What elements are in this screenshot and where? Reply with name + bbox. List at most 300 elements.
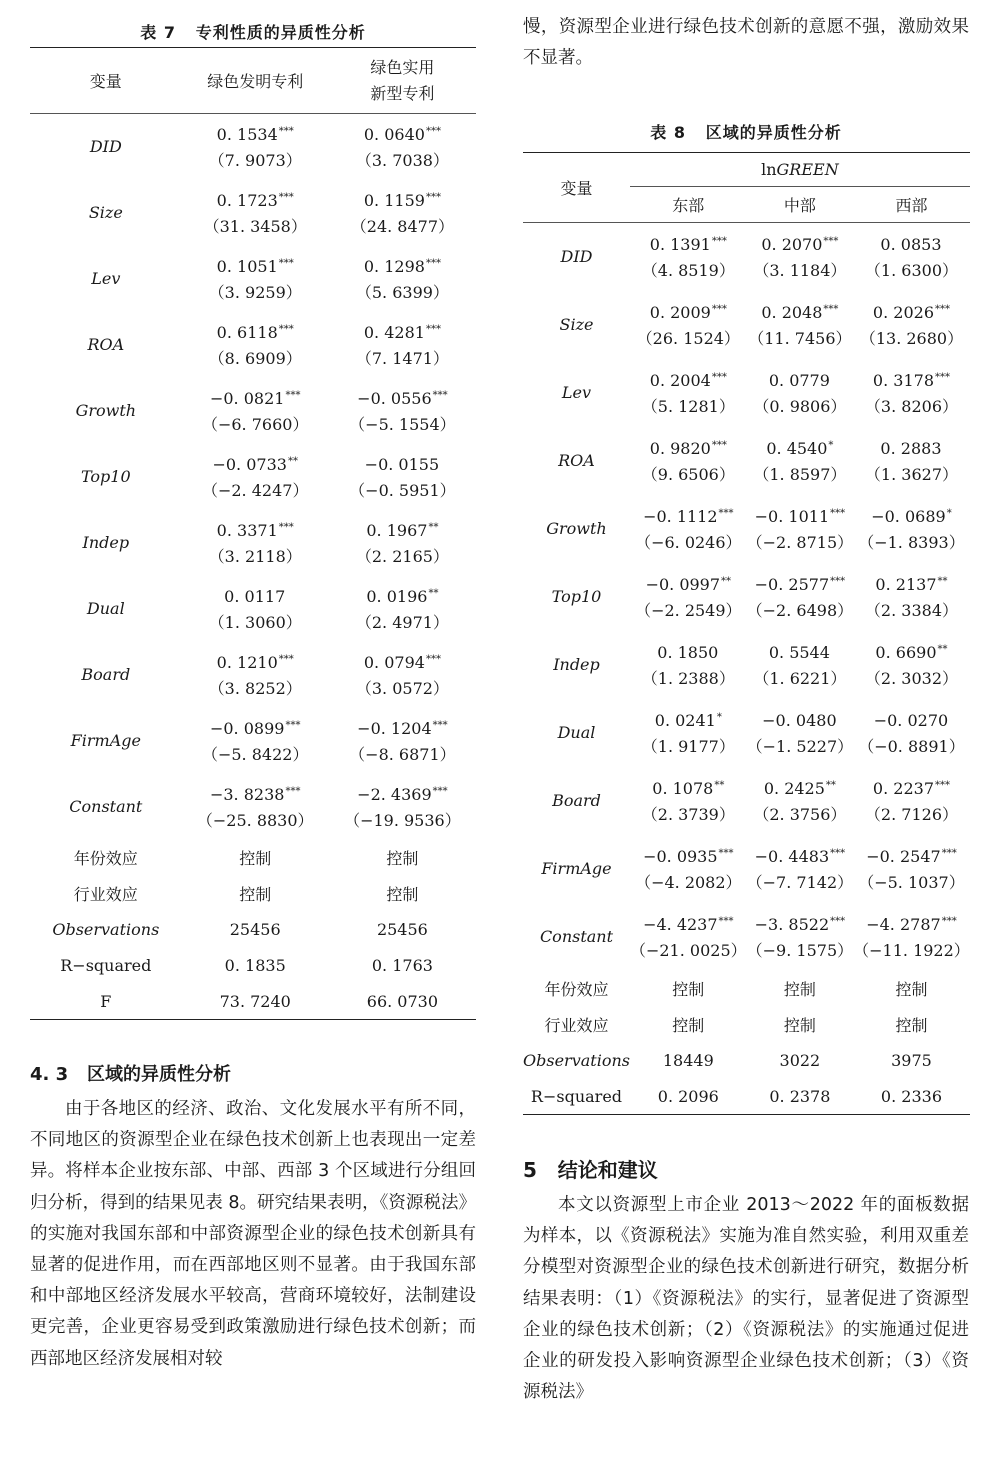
table8-west-cell bbox=[853, 427, 970, 495]
table7-col1-tstat: （3. 2118） bbox=[208, 547, 302, 566]
table8-var-name: Growth bbox=[546, 519, 607, 538]
table7-col2-cell bbox=[329, 576, 476, 642]
section-5-heading: 5 结论和建议 bbox=[523, 1158, 658, 1182]
table8-west-coef-value: 0. 0853 bbox=[880, 235, 942, 255]
table8-west-tstat: （2. 3384） bbox=[864, 601, 958, 620]
table8-var-name: Board bbox=[552, 791, 601, 810]
table8-central-coef bbox=[747, 501, 853, 530]
table7-col2-tstat: （2. 4971） bbox=[355, 613, 449, 632]
table8-control-row bbox=[523, 971, 970, 1007]
table8-east-coef bbox=[630, 637, 747, 666]
table8-row bbox=[523, 699, 970, 767]
right-top-paragraph: 慢，资源型企业进行绿色技术创新的意愿不强，激励效果不显著。 bbox=[523, 17, 969, 69]
table7-col1-coef-value: 0. 1723 bbox=[216, 191, 278, 210]
table7-col1-significance: *** bbox=[278, 654, 294, 665]
table7-col1-coef-value: −0. 0733 bbox=[212, 455, 287, 474]
table8-control-west: 0. 2336 bbox=[880, 1086, 942, 1106]
table8-control-row bbox=[523, 1007, 970, 1043]
table8-control-row bbox=[523, 1043, 970, 1079]
table7-col2-coef bbox=[329, 779, 476, 808]
table7-col2-coef-value: 0. 4281 bbox=[363, 323, 425, 342]
table8-central-coef-value: 0. 5544 bbox=[768, 643, 830, 662]
table7-header-var: 变量 bbox=[89, 72, 122, 91]
table8-west-significance: *** bbox=[935, 304, 950, 315]
table7-col1-significance: ** bbox=[287, 456, 298, 467]
table8-east-significance: *** bbox=[711, 440, 727, 451]
table7-control-col1: 控制 bbox=[239, 849, 272, 868]
table7-col2-significance: *** bbox=[432, 390, 448, 401]
table8-west-coef-value: 0. 3178 bbox=[872, 371, 934, 390]
section-4-3-heading: 4. 3 区域的异质性分析 bbox=[30, 1064, 231, 1085]
table7-control-col2: 0. 1763 bbox=[371, 956, 433, 975]
table8-east-coef-value: 0. 0241 bbox=[654, 711, 716, 730]
table8-central-significance: *** bbox=[830, 916, 846, 927]
table8-east-significance: *** bbox=[718, 508, 734, 519]
table8-west-cell bbox=[853, 223, 970, 291]
table7-col1-cell bbox=[182, 180, 329, 246]
table7-col1-coef-value: 0. 0117 bbox=[224, 587, 286, 606]
table8-control-west: 3975 bbox=[891, 1051, 932, 1070]
table8-central-significance: *** bbox=[830, 508, 846, 519]
table8-east-coef-value: 0. 9820 bbox=[649, 439, 711, 458]
table8-central-coef-value: −0. 4483 bbox=[754, 847, 830, 866]
table8-east-cell bbox=[630, 903, 747, 971]
table7-col1-coef bbox=[182, 515, 329, 544]
table7-control-col2: 25456 bbox=[376, 920, 428, 939]
table8-control-name: 行业效应 bbox=[544, 1016, 609, 1035]
table8-central-coef bbox=[747, 229, 853, 258]
table8-west-cell bbox=[853, 563, 970, 631]
table7-col2-cell bbox=[329, 510, 476, 576]
table7-col2-coef-value: −2. 4369 bbox=[357, 785, 432, 804]
table7-col2-tstat: （3. 7038） bbox=[355, 151, 449, 171]
table8-east-tstat: （−2. 2549） bbox=[635, 601, 742, 620]
table8-central-significance: *** bbox=[823, 304, 839, 315]
table8-east-significance: *** bbox=[711, 372, 727, 383]
table7-col1-coef bbox=[182, 581, 329, 610]
table8-body bbox=[523, 223, 970, 1115]
table8-control-central: 控制 bbox=[783, 1016, 816, 1035]
table8-west-tstat: （2. 7126） bbox=[864, 805, 958, 824]
table8-header-central: 中部 bbox=[783, 196, 816, 215]
table7-row bbox=[30, 312, 476, 378]
table8-east-tstat: （26. 1524） bbox=[636, 329, 740, 348]
table8-header-group: lnGREEN bbox=[630, 153, 970, 187]
table8-east-coef bbox=[630, 501, 747, 530]
table8-west-coef-value: 0. 2026 bbox=[872, 303, 934, 322]
table8-east-tstat: （5. 1281） bbox=[641, 397, 735, 416]
table8-west-coef bbox=[853, 569, 970, 598]
table7-col2-coef bbox=[329, 251, 476, 280]
table7-var-name: Dual bbox=[86, 599, 125, 618]
table7-row bbox=[30, 444, 476, 510]
table8-central-tstat: （11. 7456） bbox=[748, 329, 852, 348]
table7-var-name: Growth bbox=[75, 401, 137, 420]
table8-var-name: Indep bbox=[553, 655, 600, 674]
table8-central-tstat: （−2. 8715） bbox=[746, 533, 854, 552]
table8-control-name: 年份效应 bbox=[544, 980, 609, 999]
table8-west-tstat: （−5. 1037） bbox=[858, 873, 965, 892]
table8-west-coef-value: 0. 2237 bbox=[872, 779, 934, 798]
table8-central-cell bbox=[747, 563, 853, 631]
table8-west-significance: * bbox=[946, 508, 952, 519]
table8-central-tstat: （1. 6221） bbox=[753, 669, 847, 688]
table8-central-significance: *** bbox=[830, 848, 846, 859]
table7-control-name: 行业效应 bbox=[73, 885, 138, 904]
table7-control-col1: 25456 bbox=[229, 920, 281, 939]
table7-col1-coef-value: 0. 1210 bbox=[216, 653, 278, 672]
table8-central-coef-value: −0. 0480 bbox=[762, 711, 837, 730]
table8-central-coef bbox=[747, 297, 853, 326]
table8-east-coef-value: 0. 1391 bbox=[649, 235, 711, 255]
table8-west-cell bbox=[853, 835, 970, 903]
table7-row bbox=[30, 510, 476, 576]
table8-var-name: Top10 bbox=[551, 587, 602, 606]
table7-control-col2: 控制 bbox=[386, 885, 419, 904]
table7-col1-significance: *** bbox=[278, 324, 294, 335]
section-5-paragraph: 本文以资源型上市企业 2013～2022 年的面板数据为样本，以《资源税法》实施为准自然实验，利用双重差分模型对资源型企业的绿色技术创新进行研究，数据分析结果表明：（1）《资源税法》的实行，显著促进了资源型企业的绿色技术创新；（2）《资源税法》的实施通过促进企业的研发投入影响资源型企业绿色技术创新；（3）《资源税法》 bbox=[523, 1195, 969, 1403]
table8-east-cell bbox=[630, 631, 747, 699]
table7-col1-cell bbox=[182, 312, 329, 378]
table8-east-cell bbox=[630, 495, 747, 563]
table8-control-central: 控制 bbox=[783, 980, 816, 999]
table7-col2-significance: *** bbox=[425, 324, 441, 335]
table8-east-cell bbox=[630, 291, 747, 359]
table7-col2-tstat: （7. 1471） bbox=[355, 349, 449, 368]
table7-col2-significance: *** bbox=[425, 192, 441, 203]
table7-col2-tstat: （2. 2165） bbox=[355, 547, 449, 566]
table7-col2-cell bbox=[329, 114, 476, 180]
table7-var-name: DID bbox=[89, 137, 122, 157]
table8-central-tstat: （−2. 6498） bbox=[746, 601, 854, 620]
table8-control-central: 3022 bbox=[779, 1051, 821, 1070]
table7-row bbox=[30, 774, 476, 840]
table8-east-coef bbox=[630, 841, 747, 870]
table8-row bbox=[523, 223, 970, 291]
table7-col1-tstat: （−5. 8422） bbox=[201, 745, 309, 764]
table8-central-coef bbox=[747, 433, 853, 462]
table8-east-coef bbox=[630, 773, 747, 802]
table8-central-coef bbox=[747, 773, 853, 802]
table7-col2-coef bbox=[329, 185, 476, 214]
section-4-3-paragraph: 由于各地区的经济、政治、文化发展水平有所不同，不同地区的资源型企业在绿色技术创新上也表现出一定差异。将样本企业按东部、中部、西部 3 个区域进行分组回归分析，得到的结果见表 8。研究结果表明，《资源税法》的实施对我国东部和中部资源型企业的绿色技术创新具有显著的促进作用，而在西部地区则不显著。由于我国东部和中部地区经济发展水平较高，营商环境较好，法制建设更完善，企业更容易受到政策激励进行绿色技术创新；而西部地区经济发展相对较 bbox=[30, 1099, 476, 1369]
table8-central-coef-value: 0. 0779 bbox=[768, 371, 830, 390]
table7-row bbox=[30, 642, 476, 708]
table7-col2-tstat: （−8. 6871） bbox=[349, 745, 456, 764]
table7-col2-cell bbox=[329, 180, 476, 246]
table8-header-var: 变量 bbox=[523, 153, 630, 223]
table7 bbox=[30, 47, 476, 1020]
table7-col1-coef bbox=[182, 119, 329, 148]
table8-east-coef-value: −0. 0997 bbox=[645, 575, 721, 594]
table8-west-coef bbox=[853, 841, 970, 870]
table8-central-significance: *** bbox=[823, 236, 839, 248]
table7-col2-coef bbox=[329, 383, 476, 412]
table7-col2-coef-value: −0. 0556 bbox=[357, 389, 432, 408]
table8-west-tstat: （−1. 8393） bbox=[858, 533, 965, 552]
table7-col2-significance: *** bbox=[432, 786, 448, 797]
table8-var-name: ROA bbox=[558, 451, 595, 470]
table8-control-east: 控制 bbox=[672, 1016, 705, 1035]
table7-col1-significance: *** bbox=[278, 522, 294, 533]
table7-col2-tstat: （24. 8477） bbox=[350, 217, 455, 236]
table7-col1-coef bbox=[182, 647, 329, 676]
table7-col1-tstat: （−6. 7660） bbox=[201, 415, 309, 434]
table8-west-tstat: （−11. 1922） bbox=[853, 941, 970, 960]
table7-control-row bbox=[30, 948, 476, 984]
table8-east-significance: *** bbox=[718, 916, 734, 927]
table8-west-tstat: （1. 6300） bbox=[864, 261, 958, 281]
table8-west-tstat: （−0. 8891） bbox=[858, 737, 965, 756]
table8-central-tstat: （3. 1184） bbox=[753, 261, 847, 281]
table8-west-cell bbox=[853, 903, 970, 971]
table7-control-col1: 73. 7240 bbox=[219, 991, 291, 1011]
table8-header-east: 东部 bbox=[672, 196, 705, 215]
table8-west-tstat: （2. 3032） bbox=[864, 669, 958, 688]
table8-west-coef bbox=[853, 909, 970, 938]
table7-var-name: Constant bbox=[69, 797, 143, 816]
table8-central-coef bbox=[747, 909, 853, 938]
table8-row bbox=[523, 427, 970, 495]
table7-col2-tstat: （−0. 5951） bbox=[349, 481, 456, 500]
table8-var-name: Size bbox=[559, 315, 594, 334]
table7-col2-cell bbox=[329, 708, 476, 774]
table8-central-coef-value: −3. 8522 bbox=[754, 915, 830, 934]
table8-east-cell bbox=[630, 359, 747, 427]
table8-east-cell bbox=[630, 563, 747, 631]
table8-central-tstat: （−9. 1575） bbox=[746, 941, 854, 960]
table8-east-coef bbox=[630, 297, 747, 326]
table7-var-name: Size bbox=[88, 203, 123, 222]
table8-east-significance: ** bbox=[714, 780, 725, 791]
table7-row bbox=[30, 708, 476, 774]
table8-row bbox=[523, 903, 970, 971]
table7-col2-significance: ** bbox=[428, 588, 439, 599]
table7-body bbox=[30, 114, 476, 1020]
table8-central-tstat: （−1. 5227） bbox=[746, 737, 854, 756]
table8-central-coef-value: 0. 2048 bbox=[761, 303, 823, 322]
table7-col1-significance: *** bbox=[278, 126, 294, 138]
table7-col1-tstat: （3. 8252） bbox=[208, 679, 302, 698]
table8-east-cell bbox=[630, 699, 747, 767]
table7-col2-coef-value: 0. 0196 bbox=[366, 587, 428, 606]
table7-col1-coef bbox=[182, 449, 329, 478]
table8-central-coef-value: −0. 1011 bbox=[754, 507, 830, 526]
table8-central-coef-value: 0. 4540 bbox=[766, 439, 828, 458]
table8-central-cell bbox=[747, 631, 853, 699]
table8-east-significance: *** bbox=[711, 236, 727, 248]
table7-col2-cell bbox=[329, 246, 476, 312]
table8-east-tstat: （1. 2388） bbox=[641, 669, 735, 688]
table8-var-name: Lev bbox=[561, 383, 592, 402]
table7-col1-tstat: （−25. 8830） bbox=[196, 811, 314, 830]
table8-west-coef-value: 0. 2137 bbox=[875, 575, 937, 594]
table7-row bbox=[30, 576, 476, 642]
table7-col2-coef-value: 0. 1967 bbox=[366, 521, 428, 540]
table7-col2-coef-value: 0. 1298 bbox=[363, 257, 425, 276]
table8-west-cell bbox=[853, 767, 970, 835]
table7-caption: 表 7 专利性质的异质性分析 bbox=[140, 23, 366, 42]
table8-var-name: Dual bbox=[557, 723, 596, 742]
table8-west-coef bbox=[853, 501, 970, 530]
table8-west-cell bbox=[853, 699, 970, 767]
table8-control-name: Observations bbox=[523, 1051, 630, 1070]
table8-control-row bbox=[523, 1079, 970, 1115]
table7-col2-tstat: （3. 0572） bbox=[355, 679, 449, 698]
table8-west-significance: *** bbox=[935, 372, 950, 383]
table8-central-cell bbox=[747, 699, 853, 767]
table8-var-name: Constant bbox=[539, 927, 614, 946]
table8-central-tstat: （1. 8597） bbox=[753, 465, 847, 484]
table8-west-cell bbox=[853, 291, 970, 359]
table8-central-tstat: （0. 9806） bbox=[753, 397, 847, 416]
table8-east-significance: *** bbox=[711, 304, 727, 315]
table8-west-coef bbox=[853, 705, 970, 734]
table7-col2-cell bbox=[329, 444, 476, 510]
table7-col1-coef bbox=[182, 383, 329, 412]
table7-col2-coef-value: 0. 0794 bbox=[363, 653, 425, 672]
table7-col2-coef-value: −0. 1204 bbox=[357, 719, 432, 738]
table8-east-coef bbox=[630, 365, 747, 394]
table8-row bbox=[523, 495, 970, 563]
table7-col1-coef-value: −3. 8238 bbox=[209, 785, 285, 804]
table7-row bbox=[30, 246, 476, 312]
table7-control-row bbox=[30, 984, 476, 1020]
table7-row bbox=[30, 378, 476, 444]
table8-west-coef bbox=[853, 433, 970, 462]
table7-col2-coef-value: −0. 0155 bbox=[364, 455, 440, 474]
table8-row bbox=[523, 359, 970, 427]
table8-east-cell bbox=[630, 835, 747, 903]
table8-row bbox=[523, 563, 970, 631]
table8-row bbox=[523, 631, 970, 699]
table8-east-coef-value: −4. 4237 bbox=[643, 915, 718, 934]
table7-header-row bbox=[30, 48, 476, 114]
table8-west-coef bbox=[853, 773, 970, 802]
table7-col1-tstat: （1. 3060） bbox=[208, 613, 302, 632]
table8-east-coef-value: 0. 1850 bbox=[657, 643, 719, 662]
table8-west-significance: ** bbox=[937, 576, 948, 587]
table8-central-significance: * bbox=[828, 440, 834, 451]
table7-col2-coef bbox=[329, 581, 476, 610]
table7-col2-coef bbox=[329, 119, 476, 148]
table8-central-tstat: （2. 3756） bbox=[753, 805, 847, 824]
table7-col1-coef bbox=[182, 713, 329, 742]
table8-control-west: 控制 bbox=[895, 980, 928, 999]
table7-control-col2: 66. 0730 bbox=[366, 991, 439, 1011]
table8-east-cell bbox=[630, 223, 747, 291]
table8-east-coef bbox=[630, 569, 747, 598]
table7-col1-coef bbox=[182, 251, 329, 280]
table7-control-row bbox=[30, 840, 476, 876]
table7-col1-cell bbox=[182, 642, 329, 708]
table7-col2-significance: ** bbox=[428, 522, 439, 533]
table7-col1-cell bbox=[182, 444, 329, 510]
table8-central-cell bbox=[747, 767, 853, 835]
table8-east-significance: *** bbox=[718, 848, 734, 859]
table8-var-name: FirmAge bbox=[541, 859, 612, 878]
table8-west-cell bbox=[853, 631, 970, 699]
left-column bbox=[30, 0, 476, 1369]
table7-var-name: Board bbox=[81, 665, 131, 684]
table8-central-significance: ** bbox=[825, 780, 836, 791]
table8-west-coef bbox=[853, 229, 970, 258]
table8-caption: 表 8 区域的异质性分析 bbox=[650, 123, 842, 142]
table7-header-col1: 绿色发明专利 bbox=[207, 72, 304, 91]
table8-east-coef bbox=[630, 229, 747, 258]
table7-col1-coef-value: 0. 1534 bbox=[216, 125, 278, 145]
table8-west-significance: *** bbox=[935, 780, 950, 791]
table7-col2-coef bbox=[329, 449, 476, 478]
table7-control-col1: 控制 bbox=[239, 885, 272, 904]
table7-col1-cell bbox=[182, 510, 329, 576]
table7-col1-coef bbox=[182, 317, 329, 346]
table8-row bbox=[523, 291, 970, 359]
table7-header-col2: 绿色实用 新型专利 bbox=[370, 57, 435, 103]
table8-central-coef bbox=[747, 705, 853, 734]
table7-col2-significance: *** bbox=[425, 126, 441, 138]
table8-control-east: 18449 bbox=[662, 1051, 714, 1070]
table8-west-significance: *** bbox=[941, 848, 957, 859]
table8-east-coef bbox=[630, 433, 747, 462]
table7-col1-cell bbox=[182, 576, 329, 642]
table7-col1-significance: *** bbox=[285, 390, 301, 401]
table8-east-significance: * bbox=[716, 712, 722, 723]
table8-central-coef-value: 0. 2425 bbox=[763, 779, 825, 798]
table7-col1-tstat: （−2. 4247） bbox=[201, 481, 309, 500]
table7-control-row bbox=[30, 876, 476, 912]
table8-east-coef-value: −0. 0935 bbox=[643, 847, 718, 866]
table8-central-cell bbox=[747, 903, 853, 971]
table8-central-cell bbox=[747, 223, 853, 291]
table8-east-tstat: （−21. 0025） bbox=[629, 941, 747, 960]
table7-var-name: Indep bbox=[82, 533, 130, 552]
table8-central-coef bbox=[747, 569, 853, 598]
table8-east-coef-value: 0. 2004 bbox=[649, 371, 711, 390]
table8-west-coef bbox=[853, 365, 970, 394]
table7-col2-significance: *** bbox=[425, 654, 441, 665]
table7-control-col2: 控制 bbox=[386, 849, 419, 868]
table8-west-tstat: （3. 8206） bbox=[864, 397, 958, 416]
table8-west-tstat: （13. 2680） bbox=[859, 329, 964, 348]
table7-col1-coef-value: −0. 0821 bbox=[209, 389, 285, 408]
table7-col1-significance: *** bbox=[285, 786, 301, 797]
table8-east-significance: ** bbox=[721, 576, 732, 587]
table7-var-name: ROA bbox=[87, 335, 125, 354]
table7-col1-significance: *** bbox=[278, 192, 294, 203]
table7-col2-cell bbox=[329, 642, 476, 708]
table7-col1-coef-value: 0. 1051 bbox=[216, 257, 278, 276]
table8-central-significance: *** bbox=[830, 576, 846, 587]
table7-col1-tstat: （7. 9073） bbox=[208, 151, 302, 171]
table8-west-coef-value: 0. 6690 bbox=[875, 643, 937, 662]
table8-west-coef bbox=[853, 637, 970, 666]
table8-west-coef-value: −0. 0689 bbox=[871, 507, 946, 526]
table8-east-tstat: （2. 3739） bbox=[641, 805, 735, 824]
table7-col1-cell bbox=[182, 114, 329, 180]
table7-control-name: 年份效应 bbox=[73, 849, 138, 868]
table7-col2-significance: *** bbox=[425, 258, 441, 269]
table7-col2-cell bbox=[329, 312, 476, 378]
table8-east-coef bbox=[630, 705, 747, 734]
table8-central-tstat: （−7. 7142） bbox=[746, 873, 854, 892]
table8-central-cell bbox=[747, 495, 853, 563]
table8-control-east: 控制 bbox=[672, 980, 705, 999]
table8-east-tstat: （−6. 0246） bbox=[635, 533, 742, 552]
table7-col1-coef-value: −0. 0899 bbox=[209, 719, 285, 738]
table7-col2-tstat: （−5. 1554） bbox=[349, 415, 456, 434]
table8 bbox=[523, 152, 970, 1115]
